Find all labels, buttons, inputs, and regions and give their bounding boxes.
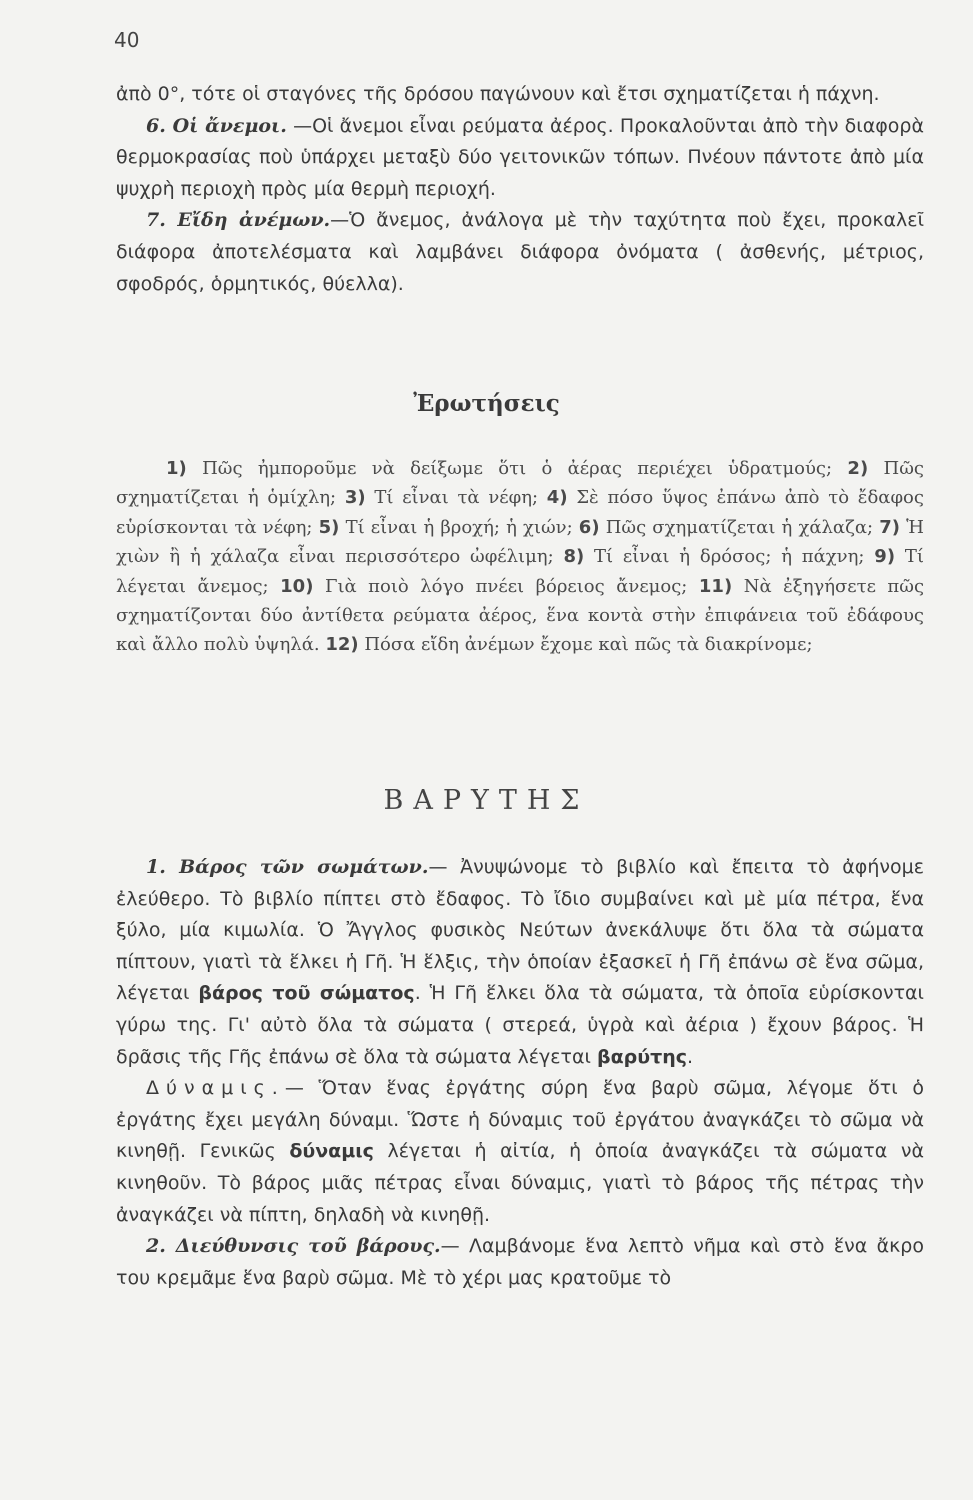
question-text: Ἡ χιὼν ἢ ἡ χάλαζα εἶναι περισσότερο ὠφέλιμη;: [116, 516, 924, 568]
question-number: 8): [563, 546, 585, 568]
question-text: Τί εἶναι ἡ βροχή; ἡ χιών;: [345, 516, 573, 538]
question-number: 11): [698, 575, 733, 597]
paragraph-text: ἀπὸ 0°, τότε οἱ σταγόνες τῆς δρόσου παγώνουν καὶ ἔτσι σχηματίζεται ἡ πάχνη.: [116, 83, 880, 105]
question-number: 4): [546, 487, 568, 509]
section-heading-wind-types: 7. Εἴδη ἀνέμων.: [146, 209, 331, 232]
question-number: 12): [325, 634, 359, 656]
question-number: 7): [879, 516, 900, 538]
question-number: 3): [344, 487, 366, 509]
paragraph-text: — Ὅταν ἕνας ἐργάτης σύρη ἕνα βαρὺ σῶμα, λέγομε ὅτι ὁ ἐργάτης ἔχει μεγάλη δύναμι. Ὥστε ἡ δύναμις τοῦ ἐργάτου ἀναγκάζει τὸ σῶμα νὰ κινηθῇ. Γενικῶς: [116, 1077, 924, 1163]
paragraph-text: — Λαμβάνομε ἕνα λεπτὸ νῆμα καὶ στὸ ἕνα ἄκρο του κρεμᾶμε ἕνα βαρὺ σῶμα. Μὲ τὸ χέρι μας κρατοῦμε τὸ: [116, 1235, 924, 1289]
question-text: Πῶς σχηματίζεται ἡ χάλαζα;: [605, 516, 874, 538]
paragraph-dew-frost: [116, 79, 924, 300]
questions-list: [116, 454, 924, 660]
question-text: Τί λέγεται ἄνεμος;: [116, 546, 924, 597]
paragraph-text: . Ἡ Γῆ ἕλκει ὅλα τὰ σώματα, τὰ ὁποῖα εὑρίσκονται γύρω της. Γι' αὐτὸ ὅλα τὰ σώματα ( στερεά, ὑγρὰ καὶ ἀέρια ) ἔχουν βάρος. Ἡ δρᾶσις τῆς Γῆς ἐπάνω σὲ ὅλα τὰ σώματα λέγεται: [116, 982, 924, 1068]
question-number: 5): [318, 516, 340, 538]
term-force-heading: Δύναμις.: [146, 1077, 285, 1100]
term-weight: βάρος τοῦ σώματος: [198, 982, 415, 1005]
term-gravity: βαρύτης: [596, 1045, 687, 1068]
section-title: ΒΑΡΥΤΗΣ: [383, 785, 590, 816]
paragraph-text: .: [686, 1045, 694, 1068]
paragraph-text: — Ἀνυψώνομε τὸ βιβλίο καὶ ἔπειτα τὸ ἀφήνομε ἐλεύθερο. Τὸ βιβλίο πίπτει στὸ ἔδαφος. Τὸ ἴδιο συμβαίνει καὶ μὲ μία πέτρα, ἕνα ξύλο, μία κιμωλία. Ὁ Ἄγγλος φυσικὸς Νεύτων ἀνεκάλυψε ὅτι ὅλα τὰ σώματα πίπτουν, γιατὶ τὰ ἕλκει ἡ Γῆ. Ἡ ἕλξις, τὴν ὁποίαν ἐξασκεῖ ἡ Γῆ ἐπάνω σὲ ἕνα σῶμα, λέγεται: [116, 856, 924, 1005]
question-number: 10): [280, 575, 314, 597]
paragraph-text: —Οἱ ἄνεμοι εἶναι ρεύματα ἀέρος. Προκαλοῦνται ἀπὸ τὴν διαφορὰ θερμοκρασίας ποὺ ὑπάρχει μεταξὺ δύο γειτονικῶν τόπων. Πνέουν πάντοτε ἀπὸ μία ψυχρὴ περιοχὴ πρὸς μία θερμὴ περιοχή.: [116, 114, 924, 200]
term-force: δύναμις: [289, 1140, 374, 1163]
section-heading-weight: 1. Βάρος τῶν σωμάτων.: [146, 856, 429, 878]
question-number: 6): [578, 516, 600, 538]
question-text: Γιὰ ποιὸ λόγο πνέει βόρειος ἄνεμος;: [324, 575, 688, 597]
section-heading-winds: 6. Οἱ ἄνεμοι.: [146, 114, 287, 137]
question-text: Πῶς σχηματίζεται ἡ ὁμίχλη;: [116, 458, 924, 509]
question-text: Τί εἶναι ἡ δρόσος; ἡ πάχνη;: [594, 546, 865, 568]
question-number: 2): [847, 458, 869, 479]
question-number: 9): [874, 546, 896, 568]
question-text: Πῶς ἠμποροῦμε νὰ δείξωμε ὅτι ὁ ἀέρας περιέχει ὑδρατμούς;: [202, 458, 833, 479]
question-text: Πόσα εἴδη ἀνέμων ἔχομε καὶ πῶς τὰ διακρίνομε;: [364, 634, 813, 656]
section-heading-direction: 2. Διεύθυνσις τοῦ βάρους.: [146, 1235, 441, 1258]
question-number: 1): [166, 458, 187, 479]
questions-title: Ἐρωτήσεις: [413, 390, 560, 417]
paragraph-text: λέγεται ἡ αἰτία, ἡ ὁποία ἀναγκάζει τὰ σώματα νὰ κινηθοῦν. Τὸ βάρος μιᾶς πέτρας εἶναι δύναμις, γιατὶ τὸ βάρος τῆς πέτρας τὴν ἀναγκάζει νὰ πίπτη, δηλαδὴ νὰ κινηθῇ.: [116, 1140, 924, 1226]
question-text: Νὰ ἐξηγήσετε πῶς σχηματίζονται δύο ἀντίθετα ρεύματα ἀέρος, ἕνα κοντὰ στὴν ἐπιφάνεια τοῦ ἐδάφους καὶ ἄλλο πολὺ ὑψηλά.: [116, 575, 925, 656]
question-text: Σὲ πόσο ὕψος ἐπάνω ἀπὸ τὸ ἔδαφος εὑρίσκονται τὰ νέφη;: [116, 487, 924, 538]
page-number: 40: [114, 28, 140, 52]
question-text: Τί εἶναι τὰ νέφη;: [374, 487, 539, 509]
paragraph-text: —Ὁ ἄνεμος, ἀνάλογα μὲ τὴν ταχύτητα ποὺ ἔχει, προκαλεῖ διάφορα ἀποτελέσματα καὶ λαμβάνει διάφορα ὀνόματα ( ἀσθενής, μέτριος, σφοδρός, ὁρμητικός, θύελλα).: [116, 209, 924, 295]
paragraph-weight: [116, 852, 924, 1294]
